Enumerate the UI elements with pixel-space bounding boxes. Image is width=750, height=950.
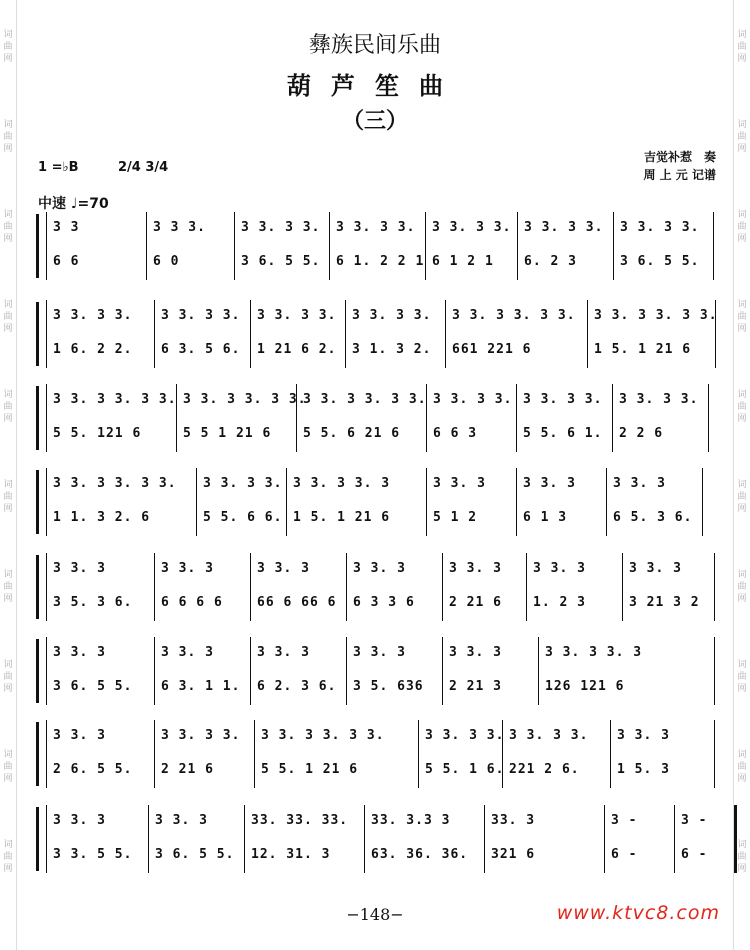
lower-voice: 2 21 3 [449,679,502,694]
watermark-char: 曲 [3,132,13,142]
system-brace [36,302,44,366]
score-system [36,553,716,621]
upper-voice: 3 3. 3 [617,728,670,743]
measure [146,212,235,280]
score-system [36,637,716,705]
upper-voice: 3 3. 3 3. 3 3. [53,476,177,491]
watermark-char: 曲 [3,492,13,502]
measure [234,212,330,280]
lower-voice: 6 6 3 [433,426,478,441]
lower-voice: 5 5. 1 6. [425,762,505,777]
performer: 吉觉补惹 奏 [643,150,716,164]
measure [517,212,614,280]
watermark-char: 曲 [737,672,747,682]
measure [250,300,346,368]
measure [418,720,503,788]
page-number: −148− [346,905,404,924]
watermark-char: 词 [3,840,13,850]
system-brace [36,470,44,534]
lower-voice: 3 6. 5 5. [155,847,235,862]
barline [711,553,715,621]
lower-voice: 3 6. 5 5. [53,679,133,694]
subtitle: 彝族民间乐曲 [308,33,441,58]
upper-voice: 3 3. 3 3. [203,476,283,491]
upper-voice: 3 3. 3 3. 3 3. [303,392,427,407]
lower-voice: 6 - [611,847,638,862]
watermark-char: 网 [3,324,13,334]
upper-voice: 3 3. 3 [257,645,310,660]
measure [286,468,427,536]
lower-voice: 5 5 1 21 6 [183,426,272,441]
lower-voice: 3 1. 3 2. [352,342,432,357]
upper-voice: 3 3. 3 3. [523,392,603,407]
lower-voice: 1 5. 1 21 6 [293,510,391,525]
watermark-char: 网 [3,684,13,694]
upper-voice: 3 3. 3 3. [352,308,432,323]
barline [699,468,703,536]
watermark-char: 曲 [737,312,747,322]
upper-voice: 3 3. 3 3. [241,220,321,235]
lower-voice: 1 5. 3 [617,762,670,777]
left-watermark-strip [0,0,17,950]
measure [612,384,709,452]
upper-voice: 33. 3.3 3 [371,813,451,828]
lower-voice: 2 21 6 [161,762,214,777]
upper-voice: 3 3. 3 [449,645,502,660]
measure [674,805,735,873]
upper-voice: 3 3. 3 3. 3 3. [594,308,718,323]
upper-voice: 3 3. 3 3. [161,308,241,323]
barline [710,212,714,280]
barline [712,300,716,368]
measure [154,553,251,621]
watermark-char: 网 [3,144,13,154]
lower-voice: 321 6 [491,847,536,862]
upper-voice: 3 3. 3 [353,645,406,660]
watermark-char: 网 [737,774,747,784]
upper-voice: 3 3. 3 3. [432,220,512,235]
measure [296,384,427,452]
watermark-char: 词 [737,840,747,850]
lower-voice: 5 5. 6 6. [203,510,283,525]
measure [196,468,287,536]
measure [148,805,245,873]
upper-voice: 3 3. 3 [257,561,310,576]
lower-voice: 1 5. 1 21 6 [594,342,692,357]
measure [426,468,517,536]
measure [346,553,443,621]
upper-voice: 3 3. 3 3. [53,308,133,323]
score-system [36,720,716,788]
upper-voice: 3 3 3. [153,220,206,235]
upper-voice: 3 3. 3 [53,813,106,828]
lower-voice: 3 3. 5 5. [53,847,133,862]
measure [46,300,155,368]
measure [445,300,588,368]
system-brace [36,807,44,871]
system-brace [36,639,44,703]
watermark-char: 曲 [3,852,13,862]
upper-voice: 33. 3 [491,813,536,828]
lower-voice: 2 2 6 [619,426,664,441]
system-brace [36,722,44,786]
lower-voice: 6 3 3 6 [353,595,415,610]
upper-voice: 3 3. 3 [613,476,666,491]
lower-voice: 6 6 6 6 [161,595,223,610]
watermark-char: 曲 [3,762,13,772]
watermark-char: 词 [737,570,747,580]
measure [46,212,147,280]
lower-voice: 66 6 66 6 [257,595,337,610]
lower-voice: 6 0 [153,254,180,269]
upper-voice: 3 - [681,813,708,828]
key-signature: 1 =♭B [38,160,79,175]
upper-voice: 3 3. 3 [53,645,106,660]
watermark-char: 网 [737,594,747,604]
watermark-char: 词 [737,120,747,130]
measure [154,637,251,705]
measure [516,468,607,536]
system-brace [36,214,44,278]
measure [250,553,347,621]
watermark-char: 网 [737,54,747,64]
lower-voice: 6 1 2 1 [432,254,494,269]
watermark-char: 词 [737,480,747,490]
upper-voice: 3 3. 3 3. [161,728,241,743]
watermark-char: 网 [3,54,13,64]
watermark-char: 网 [3,414,13,424]
lower-voice: 1 21 6 2. [257,342,337,357]
upper-voice: 3 3. 3 3. 3 3. [261,728,385,743]
watermark-char: 网 [3,234,13,244]
watermark-char: 词 [3,570,13,580]
lower-voice: 6 - [681,847,708,862]
transcriber: 周 上 元 记谱 [643,168,716,182]
watermark-char: 网 [3,774,13,784]
measure [254,720,419,788]
final-barline [731,805,737,873]
lower-voice: 1 1. 3 2. 6 [53,510,151,525]
upper-voice: 3 3. 3 3. [524,220,604,235]
measure [46,637,155,705]
watermark-char: 曲 [3,42,13,52]
barline [711,637,715,705]
watermark-char: 曲 [737,132,747,142]
site-watermark: www.ktvc8.com [556,902,720,924]
score-system [36,212,716,280]
watermark-char: 词 [737,30,747,40]
upper-voice: 3 3. 3 [629,561,682,576]
system-brace [36,386,44,450]
lower-voice: 6 1. 2 2 1 [336,254,425,269]
watermark-char: 词 [3,480,13,490]
measure [484,805,605,873]
measure [622,553,715,621]
watermark-char: 词 [3,660,13,670]
watermark-char: 曲 [737,492,747,502]
lower-voice: 6. 2 3 [524,254,577,269]
measure [587,300,716,368]
watermark-char: 词 [737,210,747,220]
measure [425,212,518,280]
watermark-char: 网 [737,144,747,154]
watermark-char: 网 [737,684,747,694]
upper-voice: 3 3. 3 3. [257,308,337,323]
upper-voice: 3 3. 3 3. 3 [293,476,391,491]
measure [364,805,485,873]
upper-voice: 3 3 [53,220,80,235]
lower-voice: 63. 36. 36. [371,847,469,862]
upper-voice: 3 3. 3 [353,561,406,576]
watermark-char: 曲 [3,222,13,232]
system-brace [36,555,44,619]
upper-voice: 3 3. 3 [53,728,106,743]
watermark-char: 词 [737,750,747,760]
upper-voice: 3 3. 3 3. 3 3. [53,392,177,407]
lower-voice: 2 6. 5 5. [53,762,133,777]
watermark-char: 曲 [737,42,747,52]
score-system [36,384,716,452]
watermark-char: 词 [3,750,13,760]
upper-voice: 3 3. 3 [161,561,214,576]
measure [154,720,255,788]
lower-voice: 661 221 6 [452,342,532,357]
measure [442,637,539,705]
score-system [36,805,716,873]
tempo-marking: 中速 ♩=70 [38,196,109,212]
upper-voice: 3 3. 3 3. [620,220,700,235]
lower-voice: 1. 2 3 [533,595,586,610]
lower-voice: 6 6 [53,254,80,269]
measure [516,384,613,452]
upper-voice: 3 3. 3 3. 3 [545,645,643,660]
measure [154,300,251,368]
watermark-char: 词 [3,390,13,400]
lower-voice: 3 6. 5 5. [620,254,700,269]
barline [705,384,709,452]
watermark-char: 曲 [3,672,13,682]
upper-voice: 3 3. 3 3. 3 3. [183,392,307,407]
upper-voice: 3 3. 3 3. 3 3. [452,308,576,323]
watermark-char: 词 [737,390,747,400]
measure [526,553,623,621]
upper-voice: 3 3. 3 3. [433,392,513,407]
measure [502,720,611,788]
watermark-char: 词 [3,30,13,40]
lower-voice: 5 5. 6 1. [523,426,603,441]
watermark-char: 网 [737,504,747,514]
upper-voice: 3 3. 3 3. [619,392,699,407]
upper-voice: 3 3. 3 3. [509,728,589,743]
watermark-char: 词 [3,210,13,220]
measure [538,637,715,705]
upper-voice: 3 3. 3 [449,561,502,576]
lower-voice: 3 5. 636 [353,679,424,694]
lower-voice: 3 21 3 2 [629,595,700,610]
watermark-char: 词 [737,300,747,310]
watermark-char: 网 [737,414,747,424]
upper-voice: 3 3. 3 3. [336,220,416,235]
lower-voice: 5 5. 1 21 6 [261,762,359,777]
lower-voice: 5 5. 121 6 [53,426,142,441]
watermark-char: 词 [737,660,747,670]
upper-voice: 33. 33. 33. [251,813,349,828]
measure [345,300,446,368]
watermark-char: 曲 [737,222,747,232]
measure [329,212,426,280]
upper-voice: 3 3. 3 [155,813,208,828]
watermark-char: 曲 [737,762,747,772]
upper-voice: 3 3. 3 3. [425,728,505,743]
part-number: （三） [341,108,408,134]
watermark-char: 曲 [3,402,13,412]
measure [606,468,703,536]
measure [604,805,675,873]
lower-voice: 2 21 6 [449,595,502,610]
upper-voice: 3 3. 3 [161,645,214,660]
lower-voice: 6 3. 5 6. [161,342,241,357]
lower-voice: 221 2 6. [509,762,580,777]
upper-voice: 3 3. 3 [53,561,106,576]
measure [46,384,177,452]
watermark-char: 词 [3,120,13,130]
measure [442,553,527,621]
upper-voice: 3 3. 3 [533,561,586,576]
lower-voice: 3 6. 5 5. [241,254,321,269]
lower-voice: 1 6. 2 2. [53,342,133,357]
watermark-char: 网 [737,324,747,334]
lower-voice: 5 5. 6 21 6 [303,426,401,441]
watermark-char: 曲 [737,852,747,862]
upper-voice: 3 3. 3 [433,476,486,491]
measure [46,805,149,873]
upper-voice: 3 - [611,813,638,828]
lower-voice: 3 5. 3 6. [53,595,133,610]
lower-voice: 126 121 6 [545,679,625,694]
measure [426,384,517,452]
measure [610,720,715,788]
measure [46,720,155,788]
page-title: 葫芦笙曲 [287,71,463,100]
watermark-char: 曲 [737,402,747,412]
lower-voice: 6 3. 1 1. [161,679,241,694]
watermark-char: 网 [3,594,13,604]
lower-voice: 12. 31. 3 [251,847,331,862]
lower-voice: 6 5. 3 6. [613,510,693,525]
time-signature: 2/4 3/4 [118,160,169,175]
watermark-char: 网 [737,234,747,244]
measure [250,637,347,705]
measure [613,212,714,280]
watermark-char: 网 [737,864,747,874]
lower-voice: 6 1 3 [523,510,568,525]
watermark-char: 网 [3,864,13,874]
lower-voice: 5 1 2 [433,510,478,525]
upper-voice: 3 3. 3 [523,476,576,491]
watermark-char: 网 [3,504,13,514]
watermark-char: 曲 [3,582,13,592]
watermark-char: 曲 [737,582,747,592]
lower-voice: 6 2. 3 6. [257,679,337,694]
measure [46,553,155,621]
measure [346,637,443,705]
score-system [36,468,716,536]
measure [176,384,307,452]
barline [711,720,715,788]
measure [244,805,365,873]
measure [46,468,197,536]
score-system [36,300,716,368]
watermark-char: 曲 [3,312,13,322]
watermark-char: 词 [3,300,13,310]
